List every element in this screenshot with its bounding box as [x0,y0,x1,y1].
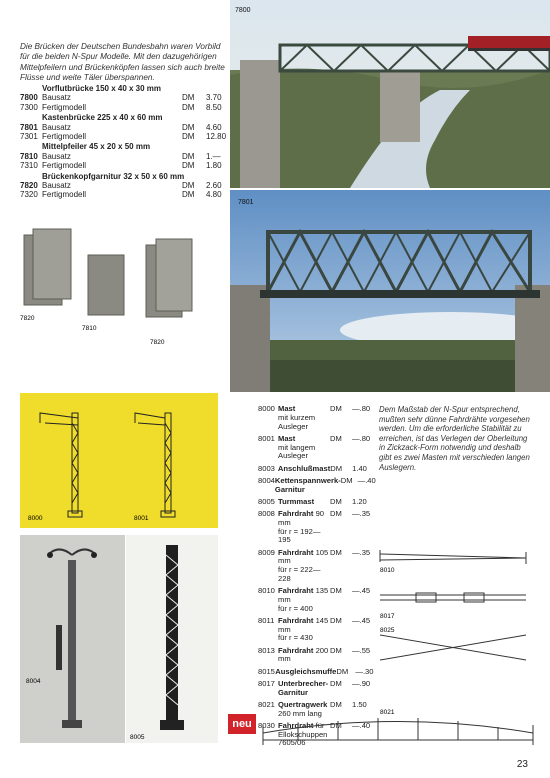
cross-span-drawing [258,705,538,750]
scale-note: Dem Maßstab der N-Spur entsprechend, mußten sehr dünne Fahrdrähte vorgesehen werden. Um die erforderliche Stabilität zu erreichen, ist das Verlegen der Oberleitung in Zickzack-Form notwendig und deshalb gibt es zwei Masten mit verschieden langen Auslegern. [379,405,530,472]
photo-label: 7801 [238,199,254,206]
price-row: 7320 Fertigmodell DM 4.80 [20,190,222,200]
price-row: 8021 Quertragwerk 260 mm lang DM 1.50 [258,699,367,718]
price-row: 8010 Fahrdraht 135 mm für r = 400 DM —.45 [258,586,371,613]
price-row: 7800 Bausatz DM 3.70 [20,93,222,103]
price-row: 8008 Fahrdraht 90 mm für r = 192—195 DM —.35 [258,508,371,545]
lamp-mast-photo [20,535,125,743]
price-row: 8004 Kettenspannwerk- Garnitur DM —.40 [258,475,376,494]
photo-label: 8001 [134,515,149,522]
price-group-title: Kastenbrücke 225 x 40 x 60 mm [42,113,163,123]
price-row: 7820 Bausatz DM 2.60 [20,181,222,191]
wire-drawings [376,540,536,690]
box-bridge-photo [230,190,550,392]
price-row: 8000 Mast mit kurzem Ausleger DM —.80 [258,404,371,431]
photo-label: 7800 [235,7,251,14]
intro-text: Die Brücken der Deutschen Bundesbahn waren Vorbild für die beiden N-Spur Modelle. Mit den dazugehörigen Mittelpfeilern und Brückenköpfen lassen sich auch breite Flüsse und weite Täler überspannen. [20,42,225,83]
price-row: 8009 Fahrdraht 105 mm für r = 222—228 DM —.35 [258,547,371,583]
page-number: 23 [516,759,528,770]
price-row: 7810 Bausatz DM 1.— [20,151,221,161]
photo-label: 8017 [380,613,395,620]
photo-label: 8000 [28,515,43,522]
photo-label: 8004 [26,678,41,685]
price-group-title: Vorflutbrücke 150 x 40 x 30 mm [42,84,162,93]
price-row: 8030 Fahrdraht für Ellokschuppen 7605/06 DM —.40 [258,720,371,748]
photo-label: 7820 [150,339,165,346]
photo-label: 8025 [380,627,395,634]
price-row: 8003 Anschlußmast DM 1.40 [258,463,367,473]
price-group-title: Mittelpfeiler 45 x 20 x 50 mm [42,142,151,152]
price-row: 7310 Fertigmodell DM 1.80 [20,161,222,171]
photo-label: 7820 [20,315,35,322]
price-row: 7300 Fertigmodell DM 8.50 [20,102,222,112]
pier-photos [18,225,203,353]
price-group [20,142,232,170]
price-row: 8011 Fahrdraht 145 mm für r = 430 DM —.45 [258,615,371,643]
photo-label: 7810 [82,325,97,332]
price-group [20,84,232,112]
price-row: 7301 Fertigmodell DM 12.80 [20,132,227,142]
photo-label: 8021 [380,709,395,716]
price-group-title: Brückenkopfgarnitur 32 x 50 x 60 mm [42,171,185,181]
price-row: 8005 Turmmast DM 1.20 [258,496,367,506]
truss-bridge-photo [230,0,550,188]
price-row: 8015 Ausgleichsmuffe DM —.30 [258,666,374,676]
bridge-price-list [20,84,232,201]
new-badge: neu [228,714,256,734]
mast-drawings [20,393,218,528]
price-group [20,172,232,200]
price-row: 8017 Unterbrecher- Garnitur DM —.90 [258,678,371,697]
price-row: 8013 Fahrdraht 200 mm DM —.55 [258,645,371,664]
price-group [20,113,232,141]
tower-mast-photo [126,535,218,743]
catenary-price-list [258,405,376,752]
price-row: 7801 Bausatz DM 4.60 [20,122,222,132]
price-row: 8001 Mast mit langem Ausleger DM —.80 [258,433,371,461]
photo-label: 8010 [380,567,395,574]
photo-label: 8005 [130,734,145,741]
